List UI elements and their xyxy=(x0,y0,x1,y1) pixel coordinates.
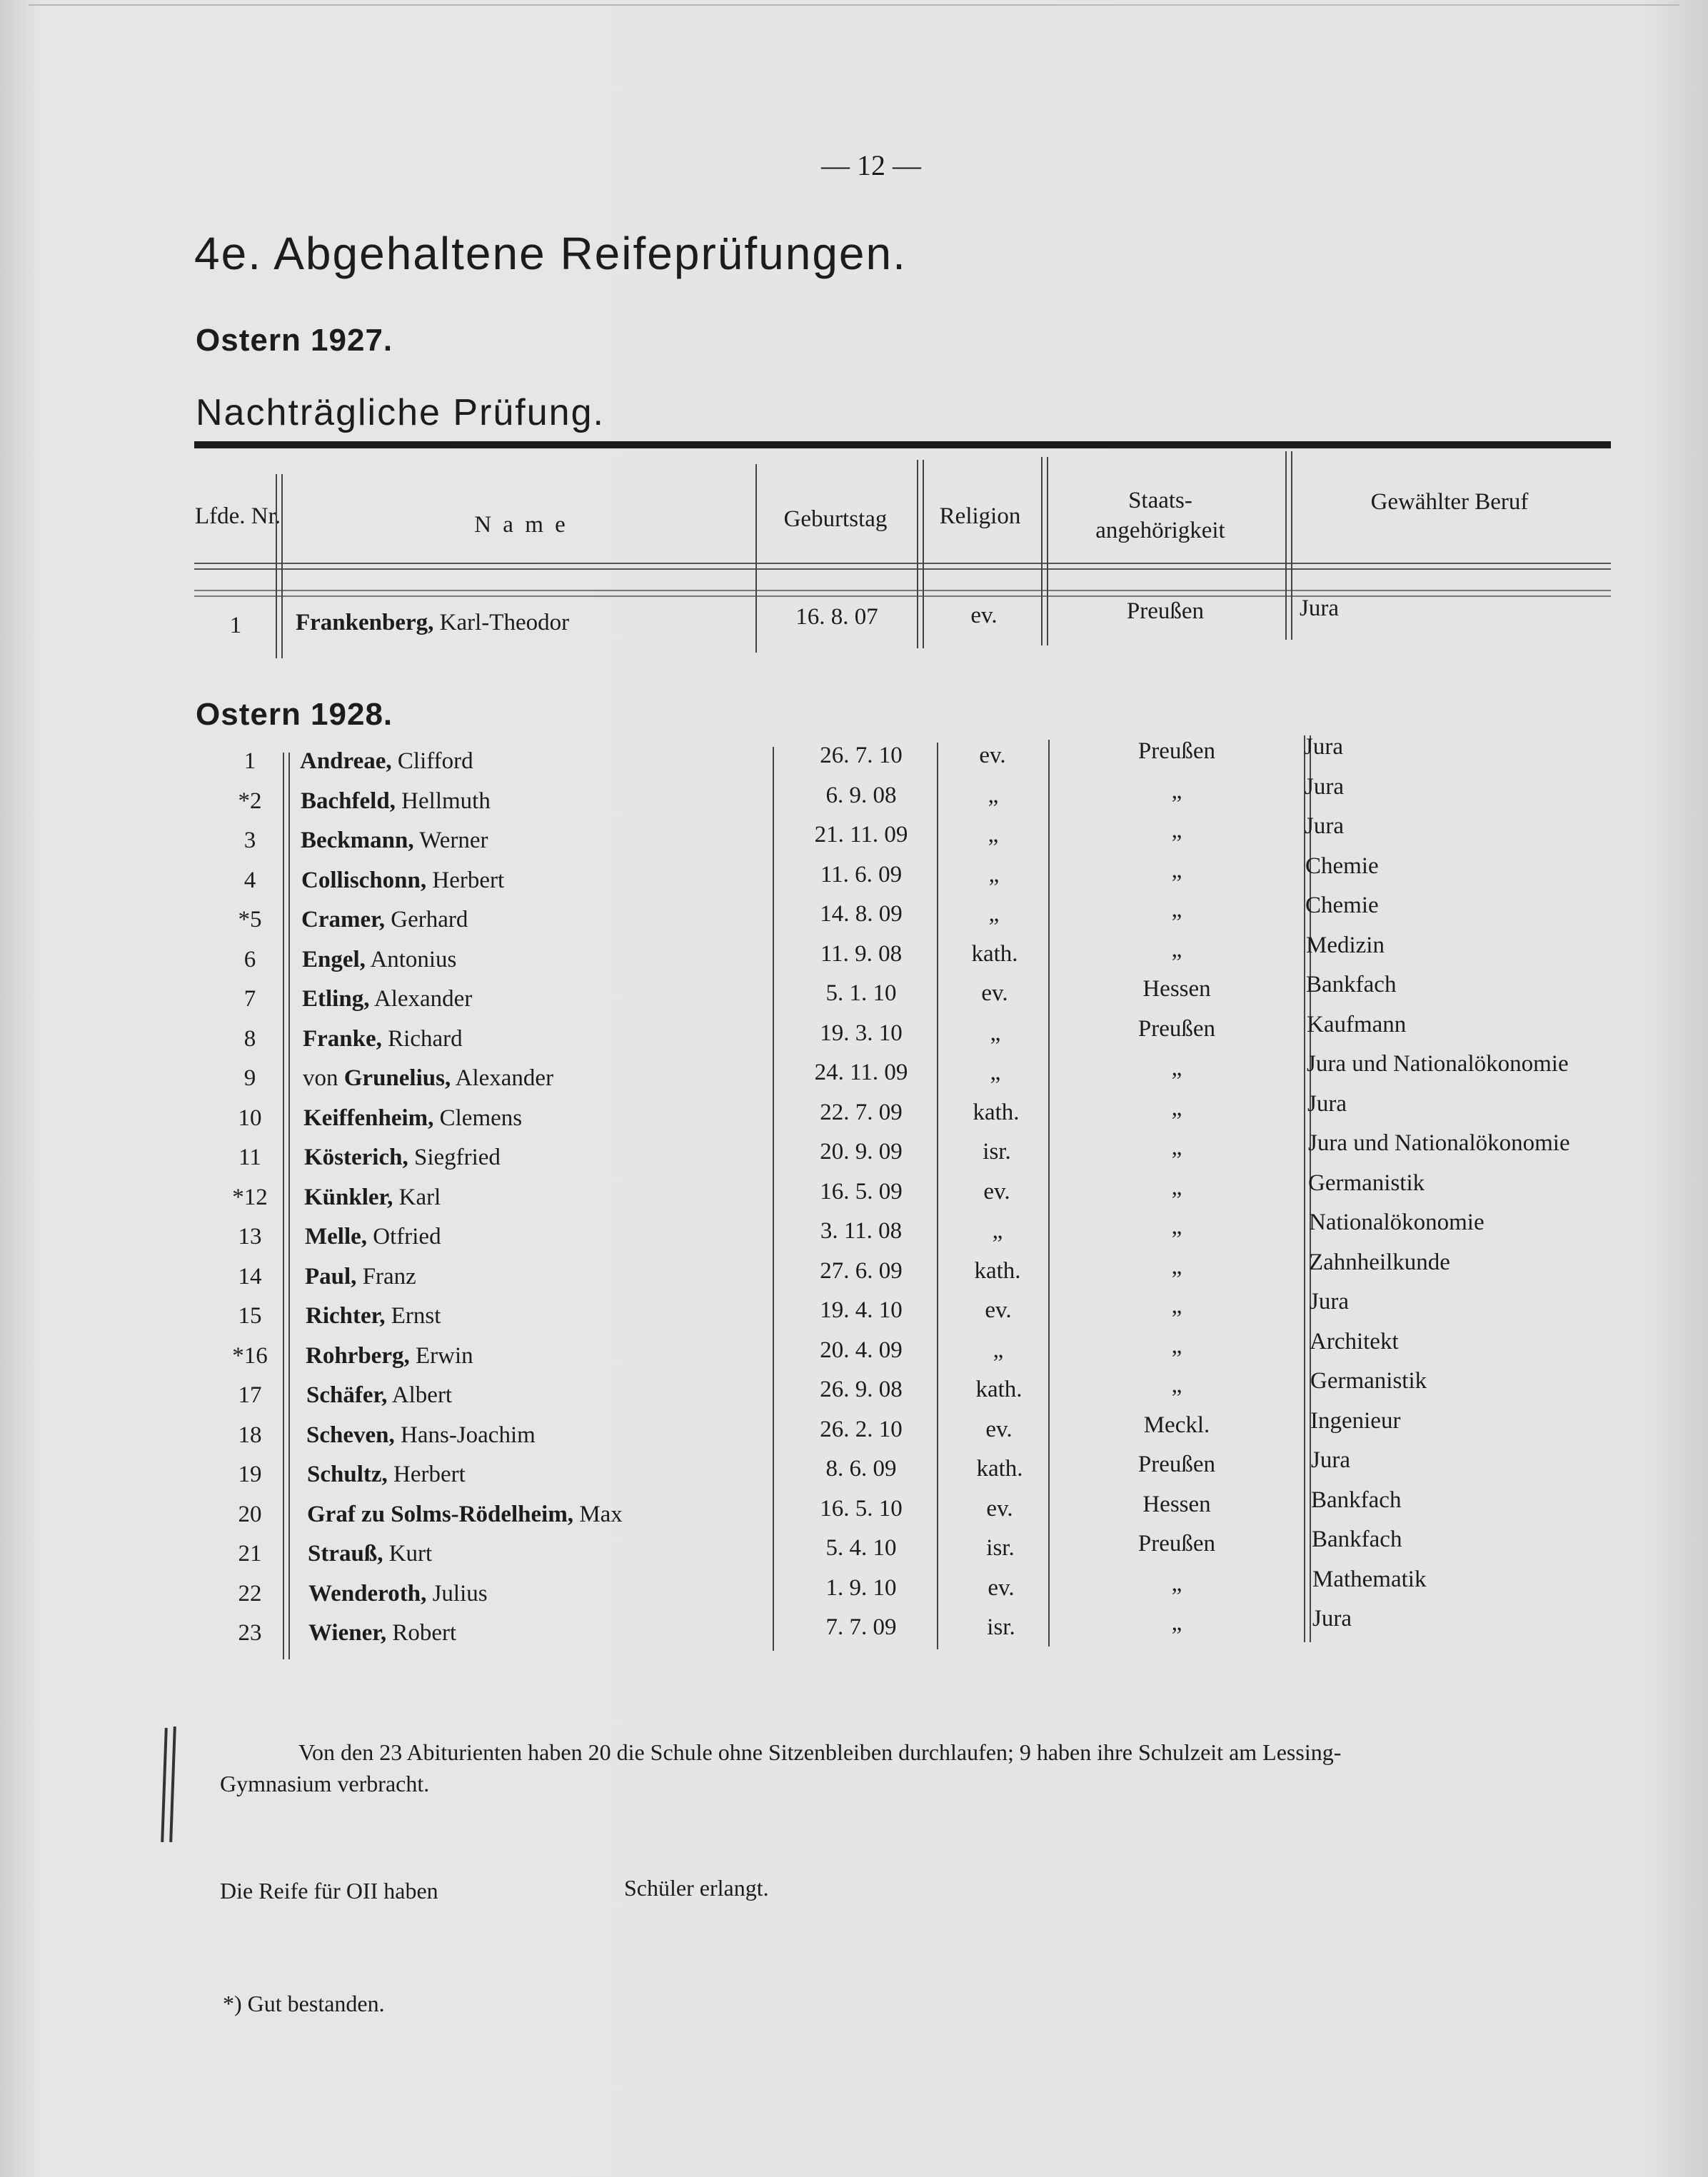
cell-religion: isr. xyxy=(987,1614,1015,1640)
cell-religion: „ xyxy=(993,1337,1004,1363)
cell-staat: „ xyxy=(1171,1254,1182,1279)
cell-religion: ev. xyxy=(981,980,1008,1006)
cell-geburtstag: 22. 7. 09 xyxy=(820,1100,903,1125)
cell-religion: ev. xyxy=(988,1575,1015,1601)
cell-geburtstag: 11. 9. 08 xyxy=(820,941,903,967)
vline-nr-b xyxy=(281,474,283,658)
cell-surname: Strauß, xyxy=(308,1541,383,1567)
table-top-rule xyxy=(194,441,1611,448)
note-paragraph-line-1: Von den 23 Abiturienten haben 20 die Schule ohne Sitzenbleiben durchlaufen; 9 haben ihre Schulzeit am Lessing- xyxy=(298,1739,1342,1765)
cell-name xyxy=(300,748,473,775)
cell-surname: Cramer, xyxy=(301,907,385,932)
cell-name xyxy=(296,610,569,636)
cell-staat: „ xyxy=(1171,1571,1182,1597)
subsection-heading: Nachträgliche Prüfung. xyxy=(196,392,605,433)
cell-name xyxy=(302,986,472,1012)
cell-beruf: Jura xyxy=(1311,1447,1350,1473)
cell-geburtstag: 1. 9. 10 xyxy=(825,1575,897,1601)
cell-surname: Scheven, xyxy=(306,1422,395,1448)
cell-given: Max xyxy=(579,1502,623,1527)
cell-beruf: Chemie xyxy=(1305,893,1379,918)
cell-name xyxy=(305,1224,441,1250)
cell-given: Herbert xyxy=(432,868,505,893)
cell-name xyxy=(306,1303,441,1329)
cell-surname: Künkler, xyxy=(304,1185,393,1210)
cell-religion: kath. xyxy=(975,1377,1023,1402)
cell-surname: Beckmann, xyxy=(301,828,414,853)
cell-geburtstag: 16. 8. 07 xyxy=(795,604,878,630)
col-header-religion: Religion xyxy=(939,503,1021,529)
cell-beruf: Jura xyxy=(1310,1289,1349,1314)
cell-name xyxy=(303,1026,463,1052)
cell-geburtstag: 20. 4. 09 xyxy=(820,1337,903,1363)
cell-beruf: Architekt xyxy=(1310,1329,1399,1354)
cell-staat: „ xyxy=(1171,1095,1182,1121)
cell-religion: isr. xyxy=(986,1535,1015,1561)
cell-nr: 10 xyxy=(238,1105,262,1131)
cell-nr: 9 xyxy=(243,1065,256,1091)
cell-staat: „ xyxy=(1171,1293,1182,1319)
cell-staat: „ xyxy=(1171,897,1182,922)
cell-name xyxy=(306,1382,452,1409)
cell-geburtstag: 24. 11. 09 xyxy=(814,1060,908,1085)
cell-beruf: Medizin xyxy=(1306,932,1385,958)
cell-geburtstag: 6. 9. 08 xyxy=(825,783,897,808)
page-number: — 12 — xyxy=(821,149,921,181)
page-top-edge xyxy=(29,0,1679,6)
cell-beruf: Germanistik xyxy=(1310,1368,1427,1394)
cell-name xyxy=(303,1105,522,1132)
cell-religion: isr. xyxy=(983,1139,1011,1165)
cell-nr: 1 xyxy=(243,748,256,774)
cell-geburtstag: 26. 2. 10 xyxy=(820,1417,903,1442)
cell-staat: „ xyxy=(1171,1135,1182,1160)
cell-geburtstag: 5. 1. 10 xyxy=(825,980,897,1006)
cell-name xyxy=(304,1185,441,1211)
cell-geburtstag: 26. 7. 10 xyxy=(820,743,903,768)
cell-religion: kath. xyxy=(974,1258,1021,1284)
cell-staat: Preußen xyxy=(1137,1016,1216,1042)
cell-given: Clemens xyxy=(439,1105,523,1131)
cell-surname: Keiffenheim, xyxy=(303,1105,434,1131)
cell-geburtstag: 20. 9. 09 xyxy=(820,1139,903,1165)
cell-nr: 18 xyxy=(238,1422,262,1448)
cell-geburtstag: 5. 4. 10 xyxy=(825,1535,897,1561)
cell-geburtstag: 19. 3. 10 xyxy=(820,1020,903,1046)
cell-surname: Andreae, xyxy=(300,748,392,774)
footnote: *) Gut bestanden. xyxy=(223,1991,385,2016)
cell-given: Erwin xyxy=(415,1343,473,1369)
cell-nr: 4 xyxy=(243,868,256,893)
cell-beruf: Mathematik xyxy=(1312,1567,1427,1592)
cell-surname: Paul, xyxy=(305,1264,357,1289)
cell-nr: 1 xyxy=(229,613,242,638)
cell-given: Robert xyxy=(392,1620,457,1646)
cell-religion: „ xyxy=(988,783,999,808)
header-rule-1 xyxy=(194,563,1611,564)
cell-given: Franz xyxy=(362,1264,416,1289)
cell-staat: Preußen xyxy=(1137,1531,1216,1557)
cell-staat: Preußen xyxy=(1137,1452,1216,1477)
cell-nr: 8 xyxy=(243,1026,256,1052)
cell-surname: Engel, xyxy=(302,947,366,972)
margin-mark-2 xyxy=(169,1726,176,1842)
cell-given: Kurt xyxy=(388,1541,433,1567)
cell-beruf: Jura xyxy=(1304,734,1343,760)
body-rule-1927 xyxy=(194,590,1611,591)
cell-geburtstag: 7. 7. 09 xyxy=(825,1614,897,1640)
cell-nr: 7 xyxy=(243,986,256,1012)
cell-surname: Collischonn, xyxy=(301,868,427,893)
cell-beruf: Jura xyxy=(1307,1091,1347,1117)
cell-name xyxy=(304,1145,501,1171)
cell-staat: „ xyxy=(1171,1333,1182,1359)
cell-nr: 11 xyxy=(238,1145,261,1170)
cell-nr: 14 xyxy=(238,1264,262,1289)
cell-nr: 20 xyxy=(238,1502,262,1527)
cell-name xyxy=(306,1343,473,1369)
cell-religion: ev. xyxy=(979,743,1006,768)
cell-given: Alexander xyxy=(373,986,473,1012)
cell-beruf: Jura xyxy=(1305,813,1344,839)
cell-staat: „ xyxy=(1171,937,1182,962)
cell-name xyxy=(301,788,491,815)
cell-given: Hellmuth xyxy=(401,788,491,814)
cell-nr: *2 xyxy=(238,788,262,814)
cell-beruf: Ingenieur xyxy=(1310,1408,1401,1434)
reife-text-right: Schüler erlangt. xyxy=(624,1875,769,1901)
body-rule-1927-b xyxy=(194,595,1611,597)
cell-name xyxy=(307,1462,466,1488)
cell-name xyxy=(303,1065,553,1092)
cell-surname: Schäfer, xyxy=(306,1382,388,1408)
cell-beruf: Jura xyxy=(1312,1606,1352,1632)
reife-text-left: Die Reife für OII haben xyxy=(220,1878,438,1904)
cell-geburtstag: 16. 5. 09 xyxy=(820,1179,903,1205)
cell-nr: 17 xyxy=(238,1382,262,1408)
cell-staat: „ xyxy=(1171,1214,1182,1240)
cell-nr: 15 xyxy=(238,1303,262,1329)
cell-given: Otfried xyxy=(373,1224,441,1250)
cell-name xyxy=(301,828,488,854)
cell-beruf: Jura xyxy=(1305,774,1344,800)
cell-name xyxy=(307,1502,623,1528)
cell-beruf: Nationalökonomie xyxy=(1309,1210,1485,1235)
cell-nr: 21 xyxy=(238,1541,262,1567)
cell-nr: 19 xyxy=(238,1462,262,1487)
cell-surname: Richter, xyxy=(306,1303,386,1329)
cell-staat: Preußen xyxy=(1137,738,1216,764)
cell-nr: 13 xyxy=(238,1224,262,1250)
vline28-name xyxy=(773,747,774,1651)
cell-name xyxy=(302,947,456,973)
cell-religion: ev. xyxy=(986,1496,1013,1522)
cell-religion: „ xyxy=(990,1060,1001,1085)
cell-geburtstag: 26. 9. 08 xyxy=(820,1377,903,1402)
main-heading: 4e. Abgehaltene Reifeprüfungen. xyxy=(194,228,907,279)
cell-prefix: von xyxy=(303,1065,338,1091)
col-header-name: N a m e xyxy=(474,512,568,538)
cell-religion: „ xyxy=(988,901,1000,927)
cell-name xyxy=(308,1581,488,1607)
cell-nr: 3 xyxy=(243,828,256,853)
cell-religion: ev. xyxy=(983,1179,1010,1205)
cell-religion: „ xyxy=(990,1020,1001,1046)
cell-nr: 23 xyxy=(238,1620,262,1646)
vline-staat-a xyxy=(1285,451,1287,640)
cell-beruf: Bankfach xyxy=(1306,972,1397,997)
cell-staat: „ xyxy=(1171,1372,1182,1398)
cell-religion: kath. xyxy=(973,1100,1020,1125)
cell-religion: ev. xyxy=(985,1297,1012,1323)
col-header-geburtstag: Geburtstag xyxy=(783,506,888,532)
cell-surname: Rohrberg, xyxy=(306,1343,410,1369)
cell-beruf: Zahnheilkunde xyxy=(1309,1250,1450,1275)
cell-staat: „ xyxy=(1171,778,1182,804)
cell-given: Herbert xyxy=(393,1462,466,1487)
cell-name xyxy=(308,1541,432,1567)
cell-beruf: Kaufmann xyxy=(1307,1012,1407,1037)
cell-nr: 22 xyxy=(238,1581,262,1607)
cell-surname: Graf zu Solms-Rödelheim, xyxy=(307,1502,574,1527)
cell-staat: „ xyxy=(1171,1610,1182,1636)
cell-geburtstag: 16. 5. 10 xyxy=(820,1496,903,1522)
vline-staat-b xyxy=(1291,451,1292,640)
cell-staat: Hessen xyxy=(1142,1492,1211,1517)
margin-mark-1 xyxy=(161,1728,168,1842)
cell-given: Karl-Theodor xyxy=(439,610,570,635)
cell-beruf: Chemie xyxy=(1305,853,1379,879)
col-header-beruf: Gewählter Beruf xyxy=(1370,489,1529,515)
cell-religion: „ xyxy=(988,862,1000,888)
cell-surname: Franke, xyxy=(303,1026,382,1052)
cell-surname: Wenderoth, xyxy=(308,1581,427,1607)
cell-name xyxy=(308,1620,456,1646)
cell-surname: Kösterich, xyxy=(304,1145,408,1170)
header-rule-2 xyxy=(194,568,1611,570)
col-header-nr: Lfde. Nr. xyxy=(194,503,281,529)
cell-staat: „ xyxy=(1171,1175,1182,1200)
cell-name xyxy=(306,1422,536,1449)
cell-religion: ev. xyxy=(970,603,998,628)
cell-given: Ernst xyxy=(391,1303,441,1329)
cell-given: Antonius xyxy=(370,947,457,972)
cell-given: Albert xyxy=(391,1382,453,1408)
cell-surname: Schultz, xyxy=(307,1462,388,1487)
cell-staat: Meckl. xyxy=(1143,1412,1210,1438)
cell-religion: „ xyxy=(992,1218,1003,1244)
cell-given: Hans-Joachim xyxy=(401,1422,536,1448)
cell-nr: *5 xyxy=(238,907,262,932)
cell-surname: Melle, xyxy=(305,1224,368,1250)
cell-beruf: Jura xyxy=(1300,595,1339,621)
cell-beruf: Bankfach xyxy=(1312,1527,1402,1552)
col-header-staat: Staats- angehörigkeit xyxy=(1095,488,1225,543)
cell-geburtstag: 27. 6. 09 xyxy=(820,1258,903,1284)
section-heading-1928: Ostern 1928. xyxy=(196,697,393,732)
cell-religion: ev. xyxy=(985,1417,1013,1442)
cell-name xyxy=(301,907,468,933)
cell-given: Julius xyxy=(432,1581,488,1607)
cell-given: Richard xyxy=(388,1026,463,1052)
cell-beruf: Germanistik xyxy=(1308,1170,1425,1196)
cell-geburtstag: 21. 11. 09 xyxy=(814,822,908,848)
cell-religion: kath. xyxy=(976,1456,1023,1482)
cell-given: Alexander xyxy=(455,1065,554,1091)
cell-given: Werner xyxy=(419,828,488,853)
cell-geburtstag: 8. 6. 09 xyxy=(825,1456,897,1482)
cell-nr: 6 xyxy=(243,947,256,972)
cell-beruf: Jura und Nationalökonomie xyxy=(1307,1051,1569,1077)
cell-staat: „ xyxy=(1171,858,1182,883)
cell-staat: „ xyxy=(1171,1055,1182,1081)
cell-geburtstag: 11. 6. 09 xyxy=(820,862,903,888)
cell-given: Clifford xyxy=(397,748,473,774)
cell-staat: Preußen xyxy=(1126,598,1205,624)
cell-given: Siegfried xyxy=(413,1145,501,1170)
cell-geburtstag: 3. 11. 08 xyxy=(820,1218,903,1244)
cell-beruf: Bankfach xyxy=(1311,1487,1402,1513)
section-heading-1927: Ostern 1927. xyxy=(196,323,393,358)
cell-given: Gerhard xyxy=(391,907,468,932)
cell-nr: *12 xyxy=(232,1185,268,1210)
cell-surname: Grunelius, xyxy=(343,1065,451,1091)
cell-name xyxy=(305,1264,416,1290)
cell-surname: Wiener, xyxy=(308,1620,387,1646)
cell-geburtstag: 14. 8. 09 xyxy=(820,901,903,927)
cell-staat: „ xyxy=(1171,818,1182,843)
cell-name xyxy=(301,868,504,894)
cell-surname: Frankenberg, xyxy=(296,610,434,635)
cell-religion: kath. xyxy=(971,941,1018,967)
cell-religion: „ xyxy=(988,822,999,848)
cell-staat: Hessen xyxy=(1142,976,1211,1002)
cell-geburtstag: 19. 4. 10 xyxy=(820,1297,903,1323)
cell-surname: Etling, xyxy=(302,986,370,1012)
note-paragraph-line-2: Gymnasium verbracht. xyxy=(220,1771,430,1796)
cell-given: Karl xyxy=(398,1185,441,1210)
cell-nr: *16 xyxy=(232,1343,268,1369)
cell-surname: Bachfeld, xyxy=(301,788,396,814)
cell-beruf: Jura und Nationalökonomie xyxy=(1308,1130,1570,1156)
